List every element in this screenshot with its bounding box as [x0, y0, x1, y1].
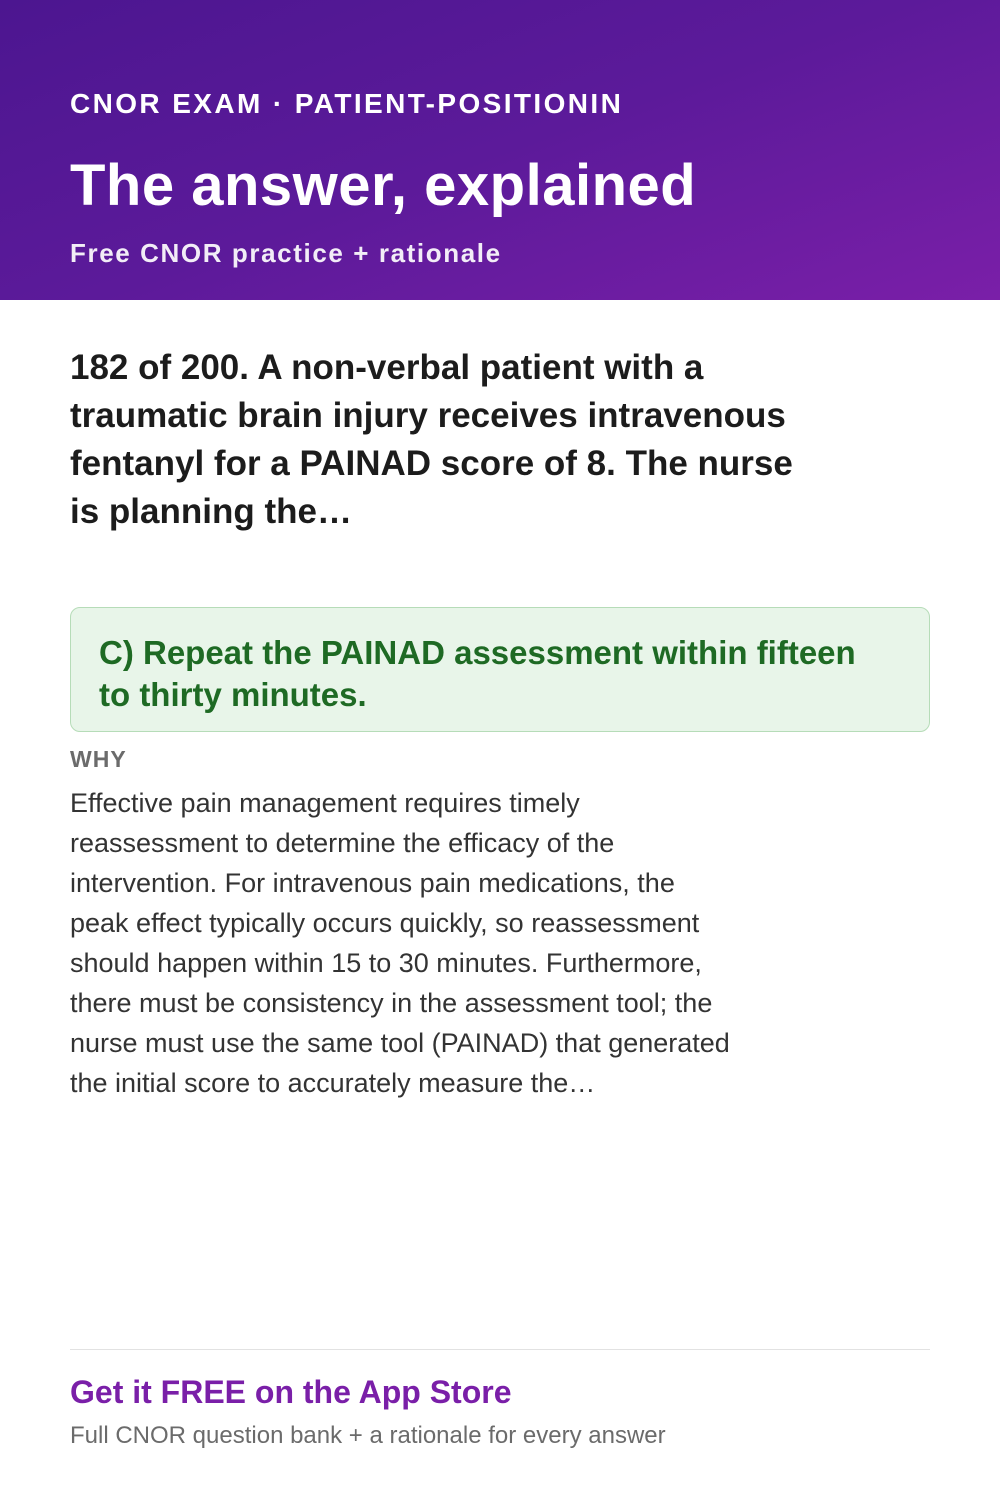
- correct-answer-box: [70, 607, 930, 732]
- footer-divider: [70, 1349, 930, 1350]
- question-text: 182 of 200. A non-verbal patient with a traumatic brain injury receives intravenous fentanyl for a PAINAD score of 8. The nurse is planning the…: [70, 348, 793, 531]
- app-store-subtext: Full CNOR question bank + a rationale for every answer: [70, 1422, 666, 1449]
- correct-answer-text: C) Repeat the PAINAD assessment within fifteen to thirty minutes.: [99, 634, 856, 713]
- rationale-label: WHY: [70, 746, 127, 772]
- category-eyebrow: CNOR EXAM · PATIENT-POSITIONIN: [70, 88, 624, 119]
- page-title: The answer, explained: [70, 153, 697, 218]
- page-subtitle: Free CNOR practice + rationale: [70, 238, 502, 268]
- app-store-link[interactable]: Get it FREE on the App Store: [70, 1374, 512, 1410]
- header-banner: [0, 0, 1000, 300]
- rationale-text: Effective pain management requires timely reassessment to determine the efficacy of the intervention. For intravenous pain medications, the peak effect typically occurs quickly, so reassessment should happen within 15 to 30 minutes. Furthermore, there must be consistency in the assessment tool; the nurse must use the same tool (PAINAD) that generated the initial score to accurately measure the…: [70, 788, 730, 1098]
